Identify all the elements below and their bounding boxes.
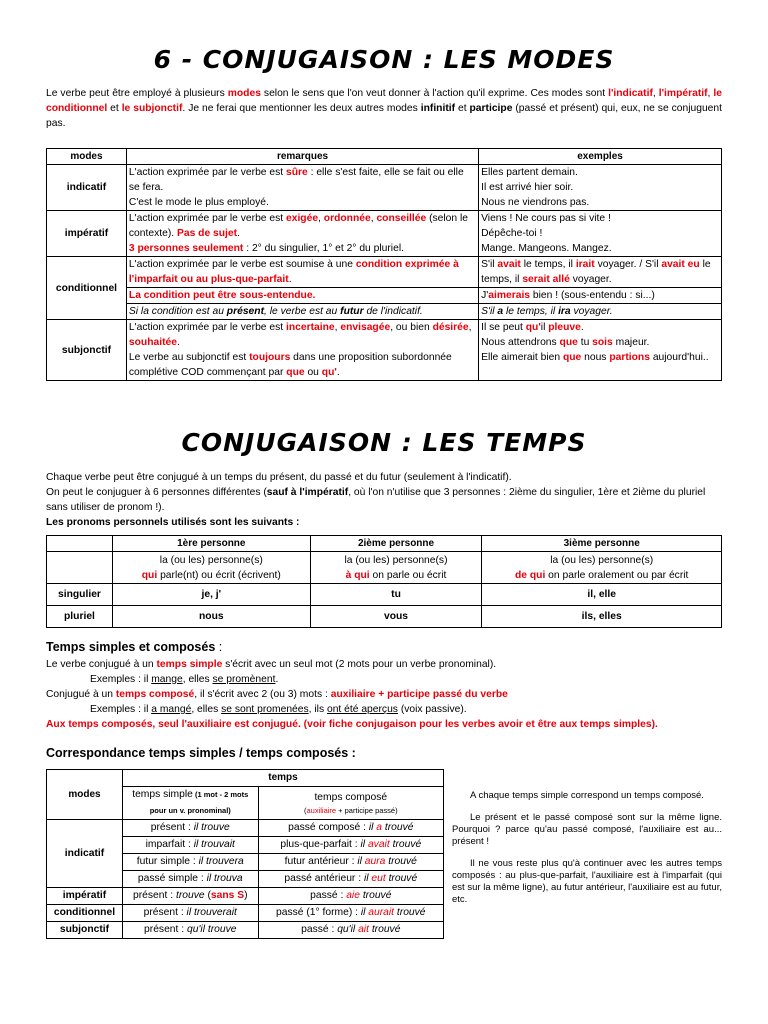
person-desc: la (ou les) personne(s) qui parle(nt) ou écrit (écrivent) bbox=[112, 552, 310, 584]
person-desc: la (ou les) personne(s) de qui on parle oralement ou par écrit bbox=[482, 552, 722, 584]
simples-text: Le verbe conjugué à un temps simple s'écrit avec un seul mot (2 mots pour un verbe pronominal). Exemples : il mange, elles se promènent. Conjugué à un temps composé, il s'écrit avec 2 (ou 3) mots : auxiliaire + participe passé du verbe Exemples : il a mangé, elles se sont promenées, ils ont été aperçus (voix passive). Aux temps composés, seul l'auxiliaire est conjugué. (voir fiche conjugaison pour les verbes avoir et être aux temps simples). bbox=[46, 659, 658, 730]
simple-tense: présent : il trouve bbox=[122, 820, 258, 837]
temps-intro-line: On peut le conjuguer à 6 personnes différentes (sauf à l'impératif, où l'on n'utilise que 3 personnes : 2ième du singulier, 1ère et 2ième du pluriel sans utiliser de pronom !). bbox=[46, 487, 706, 513]
intro-bold: participe bbox=[469, 103, 513, 114]
pronoun: ils, elles bbox=[482, 606, 722, 628]
intro-bold: infinitif bbox=[420, 103, 456, 114]
mode-remarks: L'action exprimée par le verbe est exigée, ordonnée, conseillée (selon le contexte). Pas de sujet. 3 personnes seulement : 2° du singulier, 1° et 2° du pluriel. bbox=[126, 211, 478, 257]
col-subheader: temps simple (1 mot - 2 mots pour un v. pronominal) bbox=[122, 787, 258, 820]
compound-tense: plus-que-parfait : il avait trouvé bbox=[258, 837, 443, 854]
empty-cell bbox=[47, 552, 113, 584]
intro-highlight: le conditionnel bbox=[46, 88, 722, 114]
modes-table-header bbox=[47, 149, 722, 165]
pronouns-table bbox=[46, 535, 722, 628]
pronoun: je, j' bbox=[112, 584, 310, 606]
mode-label: indicatif bbox=[47, 820, 123, 888]
mode-row-imperatif bbox=[47, 211, 722, 257]
mode-label: impératif bbox=[47, 888, 123, 905]
temps-intro-line: Chaque verbe peut être conjugué à un temps du présent, du passé et du futur (seulement à l'indicatif). bbox=[46, 472, 512, 483]
simple-tense: présent : trouve (sans S) bbox=[122, 888, 258, 905]
pronouns-plural-row bbox=[47, 606, 722, 628]
compound-tense: passé antérieur : il eut trouvé bbox=[258, 871, 443, 888]
mode-remarks: L'action exprimée par le verbe est sûre : elle s'est faite, elle se fait ou elle se fera. C'est le mode le plus employé. bbox=[126, 165, 478, 211]
intro-text: , bbox=[707, 88, 714, 99]
side-note: Le présent et le passé composé sont sur la même ligne. Pourquoi ? parce qu'au passé composé, l'auxiliaire est au... présent ! bbox=[452, 812, 722, 847]
intro-text: . Je ne ferai que mentionner les deux autres modes bbox=[182, 103, 421, 114]
pronouns-singular-row bbox=[47, 584, 722, 606]
corr-row bbox=[47, 922, 444, 939]
simple-tense: passé simple : il trouva bbox=[122, 871, 258, 888]
side-notes bbox=[452, 790, 722, 916]
intro-text: , bbox=[652, 88, 659, 99]
compound-tense: passé : aie trouvé bbox=[258, 888, 443, 905]
mode-label: subjonctif bbox=[47, 922, 123, 939]
pronouns-desc-row bbox=[47, 552, 722, 584]
mode-examples: Viens ! Ne cours pas si vite ! Dépêche-toi ! Mange. Mangeons. Mangez. bbox=[479, 211, 722, 257]
modes-table bbox=[46, 148, 722, 381]
mode-examples: S'il a le temps, il ira voyager. bbox=[479, 304, 722, 320]
row-label: singulier bbox=[47, 584, 113, 606]
side-note: Il ne vous reste plus qu'à continuer avec les autres temps composés : au plus-que-parfait, l'auxiliaire est à l'imparfait (qui est sur la même ligne), au futur antérieur, l'auxiliaire est au futur, etc. bbox=[452, 858, 722, 905]
mode-label: impératif bbox=[47, 211, 127, 257]
compound-tense: passé : qu'il ait trouvé bbox=[258, 922, 443, 939]
mode-label: subjonctif bbox=[47, 320, 127, 381]
simple-tense: présent : il trouverait bbox=[122, 905, 258, 922]
col-header: temps bbox=[122, 770, 443, 787]
col-header: exemples bbox=[479, 149, 722, 165]
mode-label: indicatif bbox=[47, 165, 127, 211]
mode-label: conditionnel bbox=[47, 905, 123, 922]
col-header: modes bbox=[47, 149, 127, 165]
col-header: 2ième personne bbox=[310, 536, 482, 552]
mode-row-conditionnel-3 bbox=[47, 304, 722, 320]
mode-remarks: Si la condition est au présent, le verbe est au futur de l'indicatif. bbox=[126, 304, 478, 320]
intro-highlight: le subjonctif bbox=[121, 103, 183, 114]
corr-header-row bbox=[47, 770, 444, 787]
corr-row bbox=[47, 905, 444, 922]
mode-remarks: L'action exprimée par le verbe est incertaine, envisagée, ou bien désirée, souhaitée. Le verbe au subjonctif est toujours dans une proposition subordonnée complétive COD commençant par que ou qu'. bbox=[126, 320, 478, 381]
pronoun: nous bbox=[112, 606, 310, 628]
intro-highlight: l'indicatif bbox=[608, 88, 653, 99]
intro-text: (passé et présent) qui, eux, ne se conjuguent pas. bbox=[46, 103, 722, 129]
intro-text: et bbox=[455, 103, 470, 114]
corr-row bbox=[47, 820, 444, 837]
mode-row-conditionnel bbox=[47, 257, 722, 288]
simple-tense: imparfait : il trouvait bbox=[122, 837, 258, 854]
intro-highlight: modes bbox=[227, 88, 261, 99]
row-label: pluriel bbox=[47, 606, 113, 628]
mode-row-subjonctif bbox=[47, 320, 722, 381]
mode-row-conditionnel-2 bbox=[47, 288, 722, 304]
col-header: 1ère personne bbox=[112, 536, 310, 552]
simples-heading: Temps simples et composés : bbox=[46, 640, 223, 654]
corr-row bbox=[47, 888, 444, 905]
mode-examples: Elles partent demain. Il est arrivé hier soir. Nous ne viendrons pas. bbox=[479, 165, 722, 211]
intro-text: Le verbe peut être employé à plusieurs bbox=[46, 88, 228, 99]
mode-remarks: La condition peut être sous-entendue. bbox=[126, 288, 478, 304]
mode-remarks: L'action exprimée par le verbe est soumise à une condition exprimée à l'imparfait ou au plus-que-parfait. bbox=[126, 257, 478, 288]
compound-tense: futur antérieur : il aura trouvé bbox=[258, 854, 443, 871]
col-header: modes bbox=[47, 770, 123, 820]
compound-tense: passé (1° forme) : il aurait trouvé bbox=[258, 905, 443, 922]
side-note: A chaque temps simple correspond un temps composé. bbox=[470, 790, 704, 801]
mode-examples: S'il avait le temps, il irait voyager. / S'il avait eu le temps, il serait allé voyager. bbox=[479, 257, 722, 288]
col-header: 3ième personne bbox=[482, 536, 722, 552]
temps-intro bbox=[46, 470, 722, 530]
simple-tense: futur simple : il trouvera bbox=[122, 854, 258, 871]
mode-row-indicatif bbox=[47, 165, 722, 211]
modes-title: 6 - CONJUGAISON : LES MODES bbox=[153, 45, 615, 74]
simple-tense: présent : qu'il trouve bbox=[122, 922, 258, 939]
correspondance-table bbox=[46, 769, 444, 939]
intro-highlight: l'impératif bbox=[658, 88, 708, 99]
temps-title: CONJUGAISON : LES TEMPS bbox=[181, 428, 587, 457]
pronouns-header bbox=[47, 536, 722, 552]
mode-label: conditionnel bbox=[47, 257, 127, 320]
col-header: remarques bbox=[126, 149, 478, 165]
intro-text: et bbox=[107, 103, 122, 114]
modes-intro bbox=[46, 86, 722, 131]
correspondance-heading: Correspondance temps simples / temps composés : bbox=[46, 746, 356, 760]
col-subheader: temps composé (auxiliaire + participe passé) bbox=[258, 787, 443, 820]
temps-intro-line: Les pronoms personnels utilisés sont les suivants : bbox=[46, 517, 300, 528]
pronoun: tu bbox=[310, 584, 482, 606]
pronoun: il, elle bbox=[482, 584, 722, 606]
person-desc: la (ou les) personne(s) à qui on parle ou écrit bbox=[310, 552, 482, 584]
empty-cell bbox=[47, 536, 113, 552]
compound-tense: passé composé : il a trouvé bbox=[258, 820, 443, 837]
intro-text: selon le sens que l'on veut donner à l'action qu'il exprime. Ces modes sont bbox=[260, 88, 609, 99]
mode-examples: J'aimerais bien ! (sous-entendu : si...) bbox=[479, 288, 722, 304]
mode-examples: Il se peut qu'il pleuve. Nous attendrons que tu sois majeur. Elle aimerait bien que nous partions aujourd'hui.. bbox=[479, 320, 722, 381]
pronoun: vous bbox=[310, 606, 482, 628]
